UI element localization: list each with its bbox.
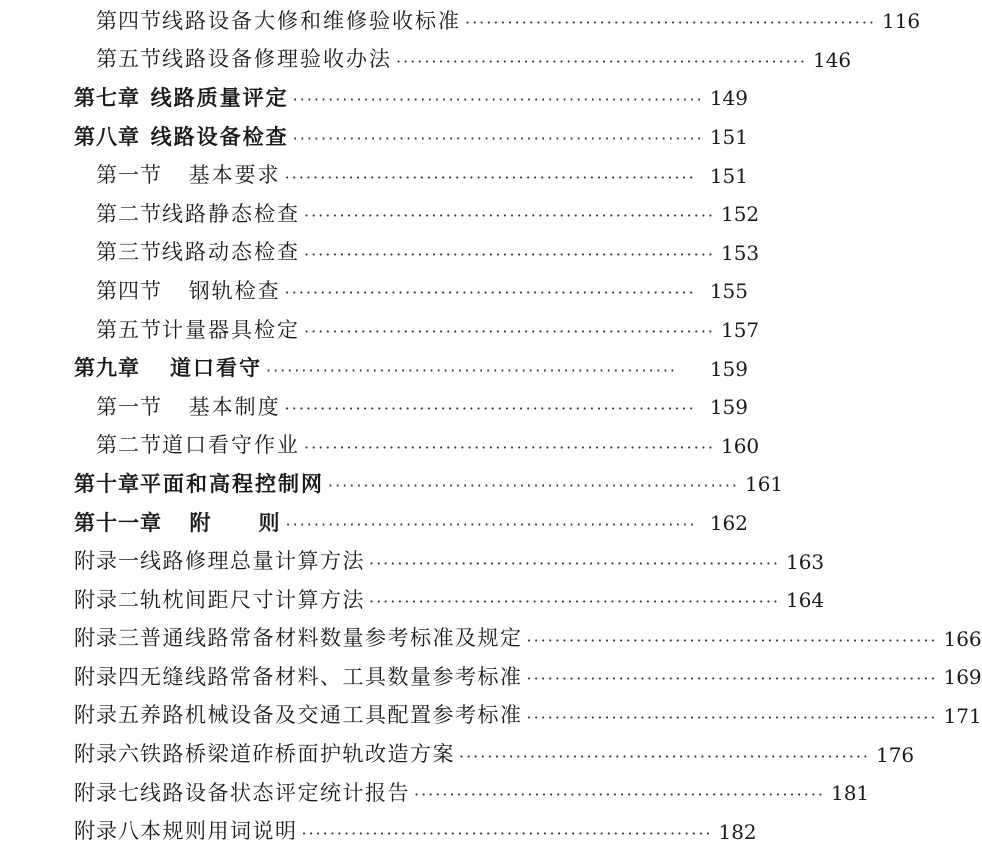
toc-entry-title: 钢轨检查 [188,278,281,303]
dot-leader: ·························································· [304,322,715,342]
toc-entry-page: 159 [709,395,748,420]
dot-leader: ·························································· [414,785,825,805]
toc-entry[interactable] [0,195,800,234]
toc-entry[interactable] [0,427,800,466]
toc-entry[interactable] [0,697,982,736]
toc-entry-title: 无缝线路常备材料、工具数量参考标准 [140,664,523,689]
toc-entry[interactable] [0,735,915,774]
toc-entry-label: 附录四 [74,664,140,689]
toc-entry-page: 149 [709,86,748,111]
toc-entry[interactable] [0,118,800,157]
toc-entry-page: 176 [875,742,915,767]
toc-entry-title: 线路静态检查 [162,201,300,226]
toc-entry-title: 道口看守作业 [162,433,300,458]
toc-entry-title: 平面和高程控制网 [140,471,324,496]
toc-entry[interactable] [0,812,800,851]
toc-entry[interactable] [0,311,800,350]
toc-entry-page: 151 [709,125,748,150]
toc-entry-title: 本规则用词说明 [140,819,298,844]
toc-entry-label: 附录二 [74,587,140,612]
toc-entry-page: 182 [718,819,757,844]
toc-entry-page: 162 [709,511,748,536]
toc-entry-title: 道口看守 [170,356,262,381]
table-of-contents [0,2,982,851]
dot-leader: ·························································· [328,476,739,496]
toc-entry-label: 附录七 [74,780,140,805]
toc-entry-label: 第一节 [96,394,162,419]
dot-leader: ·························································· [266,360,677,380]
toc-entry-label: 第九章 [74,356,140,381]
toc-entry-title: 线路设备检查 [150,124,289,149]
toc-entry-page: 160 [720,433,760,458]
toc-entry[interactable] [0,658,982,697]
toc-entry-page: 153 [720,240,760,265]
dot-leader: ·························································· [459,746,870,766]
toc-entry-page: 152 [720,202,760,227]
dot-leader: ·························································· [285,515,697,535]
toc-entry-label: 附录一 [74,549,140,574]
dot-leader: ·························································· [526,669,938,689]
toc-entry-label: 第二节 [96,433,162,458]
toc-entry-page: 166 [943,626,982,651]
toc-entry-label: 第七章 [74,85,140,110]
toc-entry-page: 171 [943,703,982,728]
toc-entry-label: 第一节 [96,163,162,188]
toc-entry-label: 第十章 [74,471,140,496]
toc-entry[interactable] [0,2,921,41]
toc-entry-page: 159 [709,356,748,381]
toc-entry-title: 线路设备大修和维修验收标准 [162,8,461,33]
toc-entry-page: 164 [785,588,825,613]
toc-entry-label: 第五节 [96,317,162,342]
dot-leader: ·························································· [369,553,780,573]
dot-leader: ·························································· [284,167,696,187]
toc-entry[interactable] [0,581,825,620]
dot-leader: ·························································· [304,244,715,264]
toc-entry-title: 铁路桥梁道砟桥面护轨改造方案 [140,742,455,767]
dot-leader: ·························································· [369,592,780,612]
toc-entry-title: 养路机械设备及交通工具配置参考标准 [140,703,523,728]
toc-entry[interactable] [0,774,870,813]
dot-leader: ·························································· [396,51,807,71]
toc-entry-page: 155 [709,279,748,304]
toc-entry-page: 181 [830,781,870,806]
toc-entry-title: 线路动态检查 [162,240,300,265]
toc-entry-label: 第二节 [96,201,162,226]
toc-entry-page: 116 [881,9,921,34]
toc-entry-page: 157 [720,318,760,343]
toc-entry-label: 附录八 [74,819,140,844]
toc-entry-title: 基本制度 [188,394,281,419]
dot-leader: ·························································· [304,206,715,226]
toc-entry-title: 线路设备修理验收办法 [162,47,392,72]
toc-entry[interactable] [0,504,800,543]
toc-entry[interactable] [0,156,800,195]
toc-entry-label: 第三节 [96,240,162,265]
dot-leader: ·························································· [465,13,876,33]
toc-entry[interactable] [0,620,982,659]
toc-entry-page: 163 [785,549,825,574]
toc-entry-label: 第八章 [74,124,140,149]
toc-entry-title: 轨枕间距尺寸计算方法 [140,587,365,612]
toc-entry[interactable] [0,272,800,311]
toc-entry[interactable] [0,542,825,581]
toc-entry-title: 线路修理总量计算方法 [140,549,365,574]
dot-leader: ·························································· [526,707,938,727]
dot-leader: ·························································· [301,823,713,843]
toc-entry-label: 第五节 [96,47,162,72]
dot-leader: ·························································· [304,437,715,457]
toc-entry[interactable] [0,465,800,504]
toc-entry[interactable] [0,79,800,118]
toc-entry-label: 第十一章 [74,510,162,535]
toc-entry-title: 线路质量评定 [150,85,289,110]
toc-entry-page: 151 [709,163,748,188]
toc-entry[interactable] [0,349,800,388]
toc-entry-page: 169 [943,665,982,690]
toc-entry-label: 附录三 [74,626,140,651]
toc-entry[interactable] [0,234,800,273]
toc-entry-page: 161 [744,472,784,497]
dot-leader: ·························································· [284,399,696,419]
toc-entry-label: 附录六 [74,742,140,767]
toc-entry[interactable] [0,388,800,427]
toc-entry-title: 普通线路常备材料数量参考标准及规定 [140,626,523,651]
dot-leader: ·························································· [292,129,704,149]
toc-entry-title: 附 则 [189,510,282,535]
dot-leader: ·························································· [284,283,696,303]
dot-leader: ·························································· [292,90,704,110]
toc-entry-label: 第四节 [96,8,162,33]
toc-entry-label: 第四节 [96,278,162,303]
toc-entry-title: 线路设备状态评定统计报告 [140,780,410,805]
toc-entry-title: 基本要求 [188,163,281,188]
toc-entry-page: 146 [812,47,852,72]
toc-entry-label: 附录五 [74,703,140,728]
toc-entry-title: 计量器具检定 [162,317,300,342]
toc-entry[interactable] [0,41,852,80]
dot-leader: ·························································· [526,630,938,650]
